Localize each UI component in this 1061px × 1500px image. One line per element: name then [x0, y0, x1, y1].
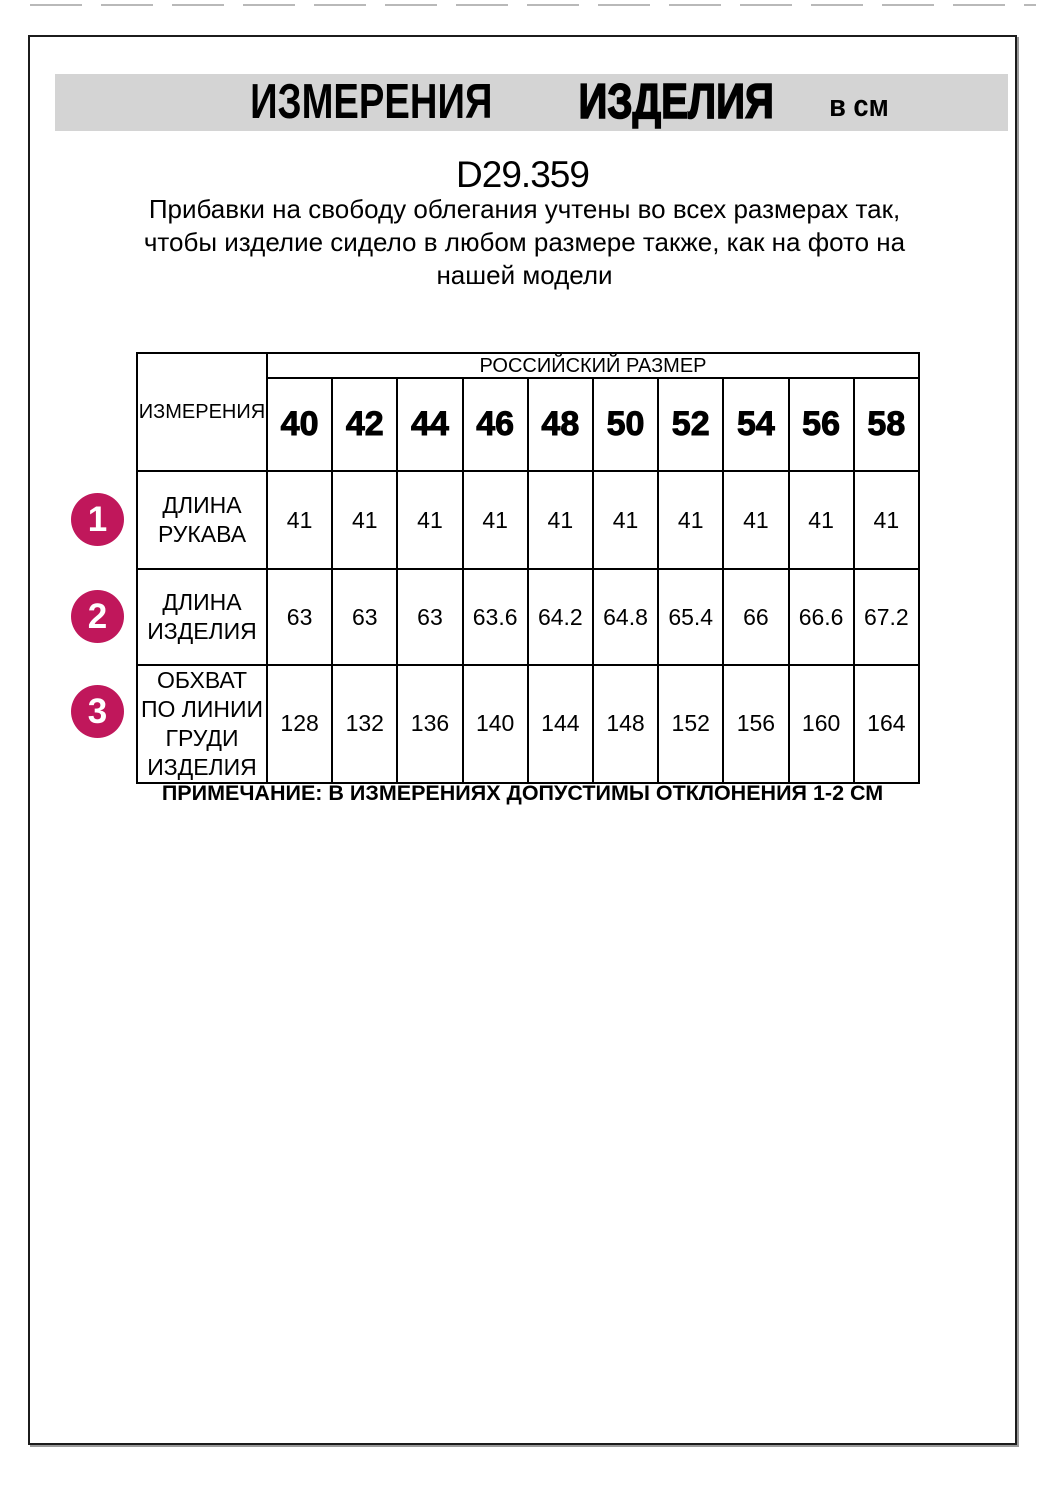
- table-cell: 41: [723, 471, 788, 569]
- product-code: D29.359: [456, 154, 589, 195]
- row-label: ОБХВАТ ПО ЛИНИИ ГРУДИ ИЗДЕЛИЯ: [137, 665, 267, 783]
- size-col-header: 54: [723, 378, 788, 471]
- title-bar: [55, 74, 1008, 131]
- title-product: ИЗДЕЛИЯ: [578, 75, 774, 129]
- table-cell: 41: [332, 471, 397, 569]
- page-frame: [28, 35, 1017, 1445]
- table-cell: 144: [528, 665, 593, 783]
- table-cell: 128: [267, 665, 332, 783]
- table-cell: 152: [658, 665, 723, 783]
- table-cell: 67.2: [854, 569, 919, 665]
- table-cell: 66: [723, 569, 788, 665]
- size-group-header: РОССИЙСКИЙ РАЗМЕР: [267, 353, 919, 378]
- table-cell: 148: [593, 665, 658, 783]
- table-cell: 41: [593, 471, 658, 569]
- table-cell: 63: [397, 569, 462, 665]
- table-cell: 140: [463, 665, 528, 783]
- row-label: ДЛИНА ИЗДЕЛИЯ: [137, 569, 267, 665]
- scan-artifact-dashes: [30, 4, 1036, 6]
- table-cell: 63: [332, 569, 397, 665]
- table-cell: 65.4: [658, 569, 723, 665]
- table-cell: 160: [789, 665, 854, 783]
- table-row-sleeve-length: [137, 471, 919, 569]
- table-cell: 164: [854, 665, 919, 783]
- table-cell: 66.6: [789, 569, 854, 665]
- size-col-header: 56: [789, 378, 854, 471]
- corner-header: ИЗМЕРЕНИЯ: [137, 353, 267, 471]
- table-row-item-length: [137, 569, 919, 665]
- table-cell: 41: [854, 471, 919, 569]
- table-cell: 136: [397, 665, 462, 783]
- size-col-header: 58: [854, 378, 919, 471]
- title-measurements: ИЗМЕРЕНИЯ: [250, 75, 493, 129]
- size-col-header: 40: [267, 378, 332, 471]
- table-cell: 64.8: [593, 569, 658, 665]
- table-cell: 41: [463, 471, 528, 569]
- title-units: в см: [829, 88, 889, 123]
- table-cell: 41: [658, 471, 723, 569]
- size-col-header: 42: [332, 378, 397, 471]
- size-col-header: 50: [593, 378, 658, 471]
- row-label: ДЛИНА РУКАВА: [137, 471, 267, 569]
- row-number-badge-3: 3: [71, 685, 124, 738]
- size-col-header: 48: [528, 378, 593, 471]
- table-cell: 156: [723, 665, 788, 783]
- size-col-header: 46: [463, 378, 528, 471]
- table-cell: 63.6: [463, 569, 528, 665]
- intro-paragraph: Прибавки на свободу облегания учтены во всех размерах так, чтобы изделие сидело в любом размере также, как на фото на нашей модели: [143, 194, 906, 290]
- note-text: ПРИМЕЧАНИЕ: В ИЗМЕРЕНИЯХ ДОПУСТИМЫ ОТКЛОНЕНИЯ 1-2 СМ: [161, 781, 884, 805]
- size-col-header: 44: [397, 378, 462, 471]
- table-cell: 132: [332, 665, 397, 783]
- size-col-header: 52: [658, 378, 723, 471]
- table-cell: 41: [267, 471, 332, 569]
- row-number-badge-1: 1: [71, 493, 124, 546]
- table-cell: 63: [267, 569, 332, 665]
- size-table: [136, 352, 920, 784]
- table-cell: 41: [789, 471, 854, 569]
- table-row-chest-girth: [137, 665, 919, 783]
- table-header-group-row: [137, 353, 919, 378]
- table-cell: 64.2: [528, 569, 593, 665]
- row-number-badge-2: 2: [71, 590, 124, 643]
- table-cell: 41: [528, 471, 593, 569]
- table-cell: 41: [397, 471, 462, 569]
